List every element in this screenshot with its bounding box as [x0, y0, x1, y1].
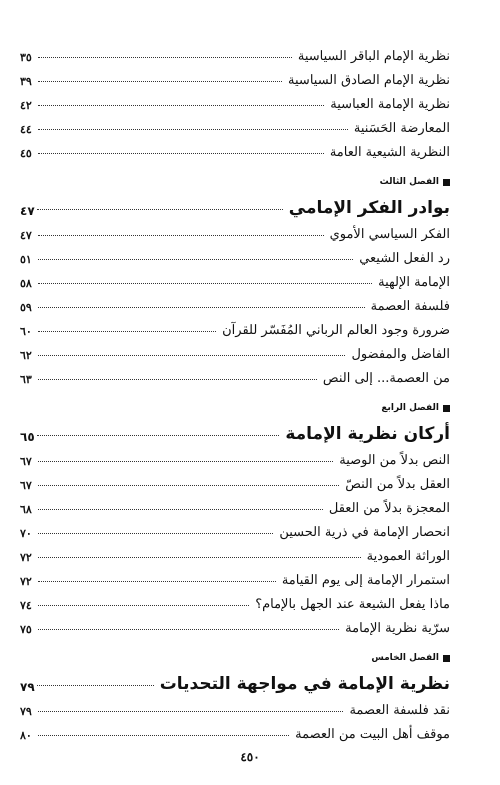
entry-title: نظرية الإمامة العباسية: [330, 97, 450, 112]
dot-leader: [38, 282, 372, 284]
square-bullet-icon: [443, 179, 450, 186]
dot-leader: [38, 354, 345, 356]
entry-title: فلسفة العصمة: [370, 299, 450, 314]
chapter-title: نظرية الإمامة في مواجهة التحديات: [159, 674, 450, 694]
entry-page: ٧٩: [20, 705, 32, 718]
toc-entry: [20, 564, 450, 588]
dot-leader: [38, 128, 348, 130]
entry-title: الفاضل والمفضول: [351, 347, 450, 362]
dot-leader: [38, 306, 365, 308]
entry-title: ضرورة وجود العالم الرباني المُفَسّر للقرآن: [222, 323, 450, 338]
entry-title: رد الفعل الشيعي: [359, 251, 450, 266]
chapter-title: أركان نظرية الإمامة: [285, 424, 450, 444]
toc-entry: [20, 492, 450, 516]
entry-title: نظرية الإمام الصادق السياسية: [288, 73, 450, 88]
toc-entry: [20, 64, 450, 88]
entry-page: ٤٢: [20, 99, 32, 112]
dot-leader: [37, 434, 280, 436]
entry-page: ٧٥: [20, 623, 32, 636]
toc-entry: [20, 136, 450, 160]
entry-page: ٤٥: [20, 147, 32, 160]
toc-entry: [20, 338, 450, 362]
entry-page: ٤٧: [20, 229, 32, 242]
toc-entry: [20, 88, 450, 112]
chapter-title: بوادر الفكر الإمامي: [288, 198, 450, 218]
dot-leader: [38, 258, 353, 260]
page-number: ٤٥٠: [240, 750, 260, 764]
entry-page: ٦٢: [20, 349, 32, 362]
entry-title: موقف أهل البيت من العصمة: [295, 727, 450, 742]
toc-entry: [20, 362, 450, 386]
dot-leader: [37, 684, 154, 686]
dot-leader: [38, 378, 317, 380]
entry-title: الوراثة العمودية: [366, 549, 450, 564]
entry-title: المعارضة الحَسَنية: [353, 121, 450, 136]
entry-page: ٤٤: [20, 123, 32, 136]
chapter-heading: [20, 190, 450, 218]
toc-entry: [20, 468, 450, 492]
toc-entry: [20, 290, 450, 314]
chapter-label-text: الفصل الخامس: [371, 653, 439, 663]
square-bullet-icon: [443, 405, 450, 412]
dot-leader: [38, 532, 273, 534]
table-of-contents: [20, 40, 450, 742]
dot-leader: [38, 56, 292, 58]
toc-chapter: [20, 400, 450, 636]
entry-page: ٦٣: [20, 373, 32, 386]
toc-entry: [20, 444, 450, 468]
dot-leader: [38, 152, 324, 154]
dot-leader: [38, 80, 282, 82]
toc-entry: [20, 314, 450, 338]
entry-title: الإمامة الإلهية: [378, 275, 450, 290]
entry-page: ٧٠: [20, 527, 32, 540]
chapter-page: ٦٥: [20, 430, 35, 444]
dot-leader: [38, 234, 324, 236]
entry-title: العقل بدلاً من النصّ: [345, 477, 450, 492]
toc-entry: [20, 612, 450, 636]
entry-page: ٦٧: [20, 479, 32, 492]
dot-leader: [38, 460, 333, 462]
dot-leader: [38, 330, 216, 332]
entry-page: ٥٨: [20, 277, 32, 290]
dot-leader: [38, 580, 276, 582]
entry-page: ٦٧: [20, 455, 32, 468]
dot-leader: [37, 208, 283, 210]
entry-page: ٧٢: [20, 551, 32, 564]
dot-leader: [38, 104, 324, 106]
toc-entry: [20, 516, 450, 540]
toc-section: [20, 40, 450, 160]
chapter-label: [20, 650, 450, 666]
toc-entry: [20, 718, 450, 742]
entry-title: نظرية الإمام الباقر السياسية: [297, 49, 450, 64]
entry-title: المعجزة بدلاً من العقل: [328, 501, 450, 516]
entry-page: ٨٠: [20, 729, 32, 742]
dot-leader: [38, 556, 361, 558]
toc-entry: [20, 266, 450, 290]
toc-entry: [20, 540, 450, 564]
chapter-heading: [20, 666, 450, 694]
entry-title: النص بدلاً من الوصية: [339, 453, 450, 468]
toc-chapter: [20, 650, 450, 742]
entry-page: ٣٩: [20, 75, 32, 88]
entry-title: ماذا يفعل الشيعة عند الجهل بالإمام؟: [255, 597, 450, 612]
entry-page: ٧٤: [20, 599, 32, 612]
entry-title: انحصار الإمامة في ذرية الحسين: [279, 525, 450, 540]
entry-page: ٦٠: [20, 325, 32, 338]
toc-entry: [20, 694, 450, 718]
entry-page: ٣٥: [20, 51, 32, 64]
square-bullet-icon: [443, 655, 450, 662]
entry-title: الفكر السياسي الأموي: [329, 227, 450, 242]
chapter-page: ٧٩: [20, 680, 35, 694]
dot-leader: [38, 734, 289, 736]
entry-title: من العصمة... إلى النص: [322, 371, 450, 386]
dot-leader: [38, 508, 323, 510]
entry-page: ٥١: [20, 253, 32, 266]
toc-chapter: [20, 174, 450, 386]
dot-leader: [38, 710, 343, 712]
chapter-heading: [20, 416, 450, 444]
toc-entry: [20, 242, 450, 266]
dot-leader: [38, 604, 249, 606]
entry-title: نقد فلسفة العصمة: [349, 703, 450, 718]
entry-page: ٧٢: [20, 575, 32, 588]
dot-leader: [38, 484, 339, 486]
entry-page: ٦٨: [20, 503, 32, 516]
toc-entry: [20, 218, 450, 242]
entry-title: النظرية الشيعية العامة: [329, 145, 450, 160]
chapter-label: [20, 400, 450, 416]
entry-title: استمرار الإمامة إلى يوم القيامة: [281, 573, 450, 588]
chapter-label-text: الفصل الرابع: [381, 403, 439, 413]
toc-entry: [20, 588, 450, 612]
toc-entry: [20, 40, 450, 64]
entry-title: سرّية نظرية الإمامة: [345, 621, 450, 636]
entry-page: ٥٩: [20, 301, 32, 314]
chapter-label-text: الفصل الثالث: [379, 177, 439, 187]
toc-entry: [20, 112, 450, 136]
chapter-label: [20, 174, 450, 190]
dot-leader: [38, 628, 339, 630]
chapter-page: ٤٧: [20, 204, 35, 218]
